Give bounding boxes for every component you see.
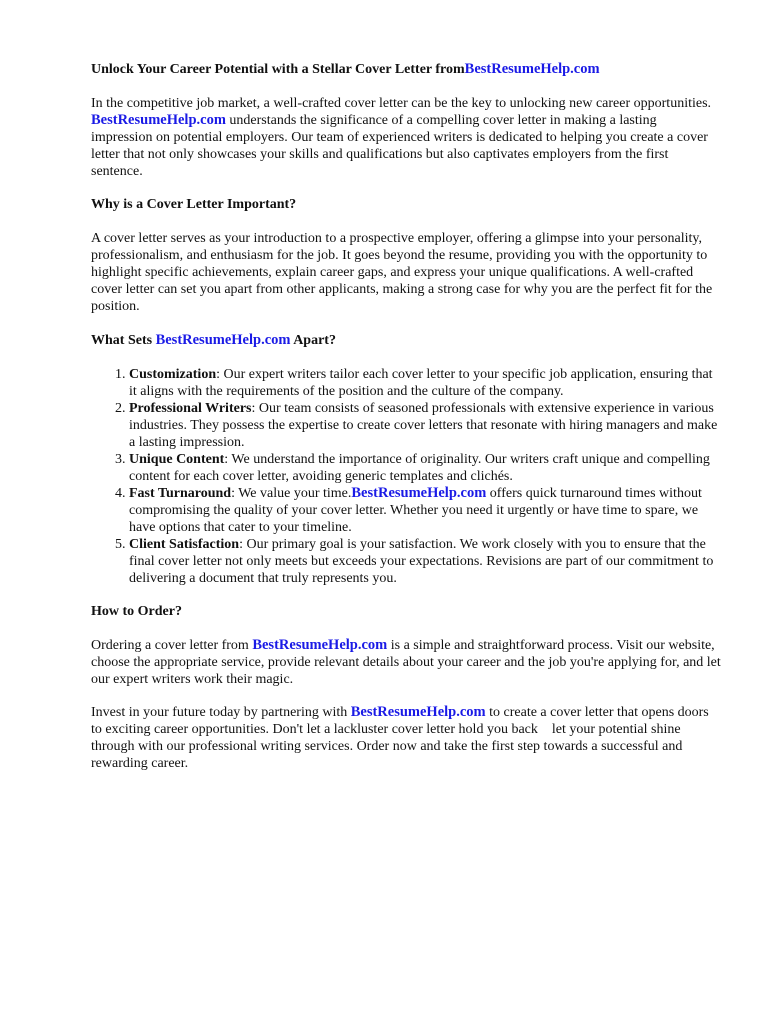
list-item [129,536,721,587]
item-term: Professional Writers [129,401,252,416]
why-heading: Why is a Cover Letter Important? [91,197,297,212]
order-link[interactable]: BestResumeHelp.com [252,637,388,653]
intro-text-2: understands the significance of a compelling cover letter in making a lasting impression on potential employers. Our team of experienced writers is dedicated to helping you create a cover letter that not only showcases your skills and qualifications but also captivates employers from the first sentence. [91,113,708,179]
list-item [129,366,721,400]
list-item [129,485,721,536]
title-text: Unlock Your Career Potential with a Stellar Cover Letter from [91,62,465,77]
closing-text-post: to create a cover letter that opens doors to exciting career opportunities. Don't let a lackluster cover letter hold you back let your potential shine through with our professional writing services. Order now and take the first step towards a successful and rewarding career. [91,705,713,771]
item-text: : Our expert writers tailor each cover letter to your specific job application, ensuring that it aligns with the requirements of the position and the culture of the company. [129,367,713,399]
sets-heading [91,331,721,350]
item-term: Customization [129,367,217,382]
intro-link[interactable]: BestResumeHelp.com [91,112,226,128]
item-text: offers quick turnaround times without compromising the quality of your cover letter. Whether you need it urgently or have time to spare, we have options that cater to your timeline. [129,486,702,535]
closing-link[interactable]: BestResumeHelp.com [350,704,486,720]
item-link[interactable]: BestResumeHelp.com [351,485,487,501]
item-text-pre: : We value your time. [231,486,352,501]
item-term: Client Satisfaction [129,537,240,552]
features-list [91,366,721,587]
item-term: Fast Turnaround [129,486,232,501]
intro-paragraph [91,95,721,180]
why-paragraph: A cover letter serves as your introduction to a prospective employer, offering a glimpse into your personality, professionalism, and enthusiasm for the job. It goes beyond the resume, providing you with the opportunity to highlight specific achievements, explain career gaps, and express your unique qualifications. A well-crafted cover letter can set you apart from other applicants, making a strong case for why you are the perfect fit for the position. [91,231,713,314]
item-term: Unique Content [129,452,225,467]
list-item [129,451,721,485]
item-text: : We understand the importance of originality. Our writers craft unique and compelling content for each cover letter, avoiding generic templates and clichés. [129,452,710,484]
sets-heading-pre: What Sets [91,333,156,348]
intro-text-1: In the competitive job market, a well-crafted cover letter can be the key to unlocking new career opportunities. [91,96,712,111]
document-title [91,60,721,79]
title-link[interactable]: BestResumeHelp.com [464,61,600,77]
document-content [91,60,721,772]
list-item [129,400,721,451]
order-heading: How to Order? [91,604,182,619]
sets-heading-post: Apart? [290,333,336,348]
order-paragraph [91,637,721,688]
item-text: : Our primary goal is your satisfaction. We work closely with you to ensure that the final cover letter not only meets but exceeds your expectations. Revisions are part of our commitment to delivering a document that truly represents you. [129,537,714,586]
sets-heading-link[interactable]: BestResumeHelp.com [155,332,291,348]
item-text: : Our team consists of seasoned professionals with extensive experience in various industries. They possess the expertise to create cover letters that resonate with hiring managers and make a lasting impression. [129,401,718,450]
closing-text-pre: Invest in your future today by partnering with [91,705,351,720]
closing-paragraph [91,704,721,772]
order-text-post: is a simple and straightforward process. Visit our website, choose the appropriate service, provide relevant details about your career and the job you're applying for, and let our expert writers work their magic. [91,638,721,687]
order-text-pre: Ordering a cover letter from [91,638,253,653]
